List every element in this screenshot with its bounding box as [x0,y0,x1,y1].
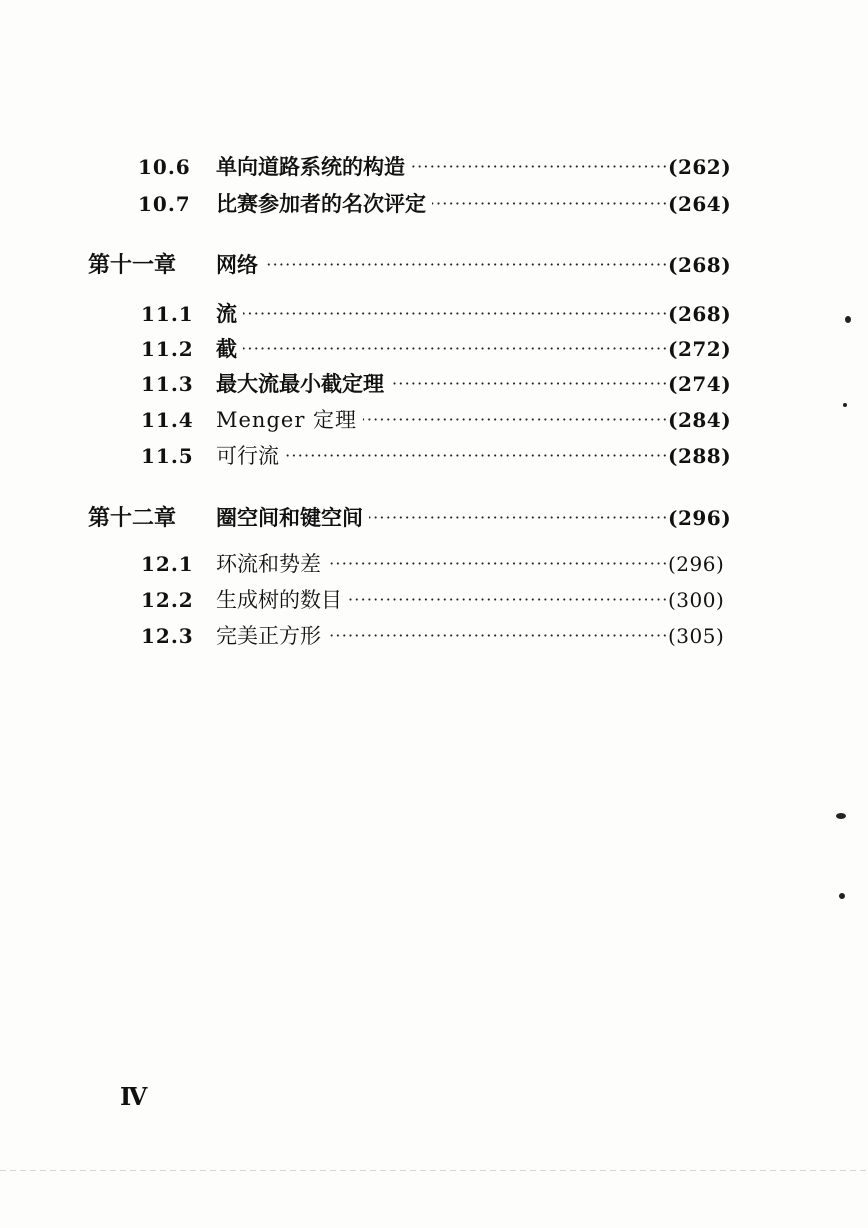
page-folio: Ⅳ [120,1082,146,1111]
section-number: 10.6 [138,155,191,179]
section-title: 截 [216,331,243,367]
page-number: (305) [668,624,725,648]
chapter-title: 圈空间和键空间 [216,500,369,536]
section-number: 12.1 [141,552,194,576]
toc-entry-10-7 [0,186,868,222]
page-number: (268) [668,253,732,277]
section-title: 单向道路系统的构造 [216,149,411,185]
page-number: (296) [668,552,725,576]
section-number: 11.2 [141,337,194,361]
scan-edge-line [0,1170,868,1171]
toc-chapter-12 [0,500,868,536]
chapter-number: 第十二章 [88,505,177,531]
section-number: 10.7 [138,192,191,216]
section-title: 流 [216,296,243,332]
toc-entry-12-3 [0,618,868,654]
toc-entry-10-6 [0,149,868,185]
dot-leader [216,296,668,332]
section-title: 比赛参加者的名次评定 [216,186,432,222]
page-number: (262) [668,155,732,179]
page-number: (288) [668,444,732,468]
toc-entry-11-2 [0,331,868,367]
toc-entry-11-5 [0,438,868,474]
scan-speck [836,813,846,819]
section-title: 最大流最小截定理 [216,366,390,402]
scan-speck [839,893,845,899]
dot-leader [216,331,668,367]
page-number: (272) [668,337,732,361]
page-number: (284) [668,408,732,432]
section-number: 11.1 [141,302,194,326]
section-title: 生成树的数目 [216,582,348,618]
section-number: 12.2 [141,588,194,612]
scan-speck [843,403,847,407]
toc-entry-11-1 [0,296,868,332]
section-number: 11.4 [141,408,194,432]
page-number: (274) [668,372,732,396]
page-number: (264) [668,192,732,216]
page-number: (268) [668,302,732,326]
section-number: 12.3 [141,624,194,648]
dot-leader [216,247,668,283]
toc-entry-11-3 [0,366,868,402]
chapter-number: 第十一章 [88,252,177,278]
chapter-title: 网络 [216,247,264,283]
section-number: 11.5 [141,444,194,468]
toc-entry-11-4 [0,402,868,438]
toc-chapter-11 [0,247,868,283]
scan-speck [845,316,851,323]
toc-entry-12-2 [0,582,868,618]
section-title: 完美正方形 [216,618,327,654]
page-number: (300) [668,588,725,612]
section-title: 可行流 [216,438,285,474]
section-title: 环流和势差 [216,546,327,582]
section-title: Menger 定理 [216,402,363,438]
section-number: 11.3 [141,372,194,396]
page-number: (296) [668,506,732,530]
toc-entry-12-1 [0,546,868,582]
